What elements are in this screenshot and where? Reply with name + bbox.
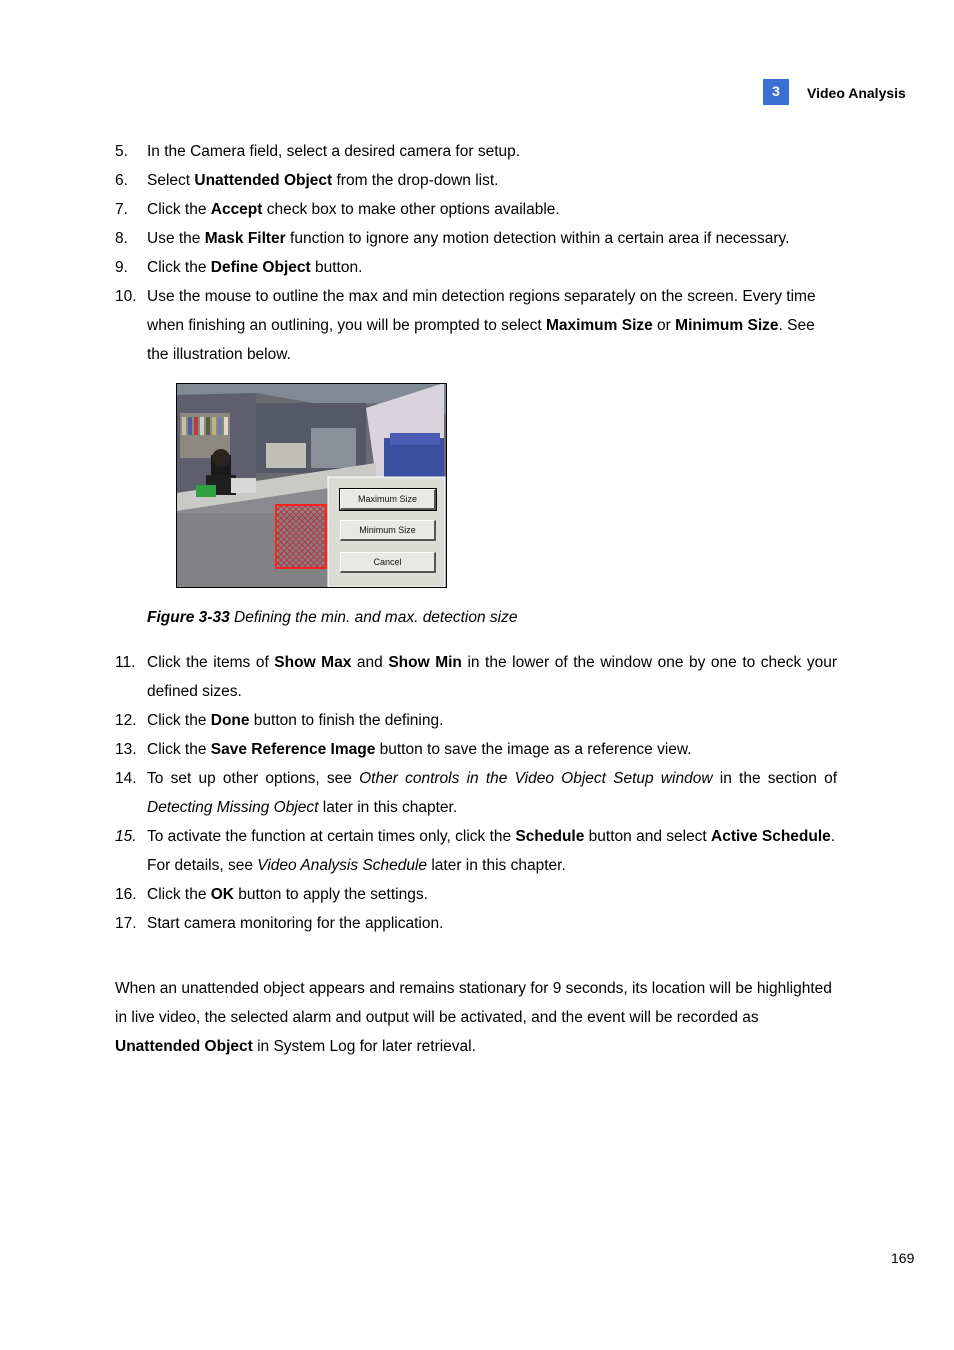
step-text [147, 166, 837, 195]
bold-term: Maximum Size [545, 317, 653, 334]
step-11 [115, 648, 837, 706]
step-5 [115, 137, 837, 166]
text-run: in the section of [712, 770, 838, 787]
text-run: . For details, see [147, 828, 836, 874]
step-number: 17. [115, 915, 137, 932]
step-10 [115, 282, 837, 628]
bold-term: Done [210, 712, 250, 729]
step-number: 15. [115, 828, 137, 845]
bold-term: Unattended Object [115, 1037, 253, 1055]
text-run: Click the [147, 712, 211, 729]
text-run: To set up other options, see [147, 770, 360, 787]
figure-label: Figure 3-33 [147, 609, 230, 626]
bold-term: Minimum Size [675, 317, 779, 334]
bold-term: Accept [210, 201, 263, 218]
text-run: Use the mouse to outline the max and min detection regions separately on the screen. Every time when finishing an outlining, you will be prompted to select [147, 288, 816, 334]
italic-reference: Other controls in the Video Object Setup window [359, 770, 713, 787]
text-run: function to ignore any motion detection within a certain area if necessary. [285, 230, 790, 247]
text-run: In the Camera field, select a desired camera for setup. [147, 143, 521, 160]
step-text [147, 764, 837, 822]
step-text [147, 648, 837, 706]
text-run: later in this chapter. [427, 857, 566, 874]
step-9 [115, 253, 837, 282]
figure-caption-text: Defining the min. and max. detection size [229, 609, 518, 626]
step-text [147, 195, 837, 224]
step-number: 11. [115, 654, 136, 671]
text-run: check box to make other options available. [262, 201, 560, 218]
step-number: 16. [115, 886, 137, 903]
step-15 [115, 822, 837, 880]
text-run: later in this chapter. [318, 799, 458, 816]
text-run: button and select [584, 828, 712, 845]
page-number: 169 [891, 1250, 915, 1266]
figure-caption [147, 608, 837, 628]
text-run: Use the [147, 230, 205, 247]
closing-paragraph [115, 974, 837, 1061]
text-run: Click the [147, 201, 211, 218]
step-text [147, 822, 837, 880]
step-text [147, 880, 837, 909]
bold-term: Show Min [388, 654, 462, 671]
step-12 [115, 706, 837, 735]
bold-term: Active Schedule [711, 828, 831, 845]
step-number: 7. [115, 201, 128, 218]
text-run: or [652, 317, 676, 334]
text-run: from the drop-down list. [332, 172, 499, 189]
text-run: button to finish the defining. [249, 712, 444, 729]
bold-term: Show Max [274, 654, 352, 671]
text-run: button to apply the settings. [234, 886, 428, 903]
text-run: Start camera monitoring for the application. [147, 915, 444, 932]
step-number: 6. [115, 172, 128, 189]
step-number: 13. [115, 741, 137, 758]
step-text [147, 909, 837, 938]
step-text [147, 706, 837, 735]
step-number: 8. [115, 230, 128, 247]
bold-term: Mask Filter [204, 230, 286, 247]
text-run: in the lower of the window one by one to check your defined sizes. [147, 654, 837, 700]
italic-reference: Detecting Missing Object [147, 799, 319, 816]
cancel-button[interactable]: Cancel [340, 552, 436, 573]
minimum-size-button[interactable]: Minimum Size [340, 520, 436, 541]
text-run: Click the [147, 886, 211, 903]
max-region-outline [276, 505, 326, 568]
step-14 [115, 764, 837, 822]
text-run: in System Log for later retrieval. [252, 1037, 476, 1055]
step-text [147, 282, 837, 369]
step-number: 12. [115, 712, 137, 729]
step-number: 10. [115, 288, 137, 305]
step-text [147, 253, 837, 282]
text-run: Click the [147, 259, 211, 276]
step-17 [115, 909, 837, 938]
bold-term: Schedule [515, 828, 585, 845]
text-run: Click the items of [147, 654, 275, 671]
step-16 [115, 880, 837, 909]
step-8 [115, 224, 837, 253]
text-run: button. [310, 259, 363, 276]
step-number: 9. [115, 259, 128, 276]
instruction-steps [115, 137, 837, 938]
bold-term: Unattended Object [194, 172, 333, 189]
text-run: When an unattended object appears and remains stationary for 9 seconds, its location will be highlighted in live video, the selected alarm and output will be activated, and the event will be recorded as [115, 979, 832, 1026]
maximum-size-button[interactable]: Maximum Size [340, 489, 436, 510]
chapter-number-badge: 3 [763, 79, 789, 105]
italic-reference: Video Analysis Schedule [257, 857, 428, 874]
text-run: button to save the image as a reference view. [375, 741, 692, 758]
step-number: 14. [115, 770, 137, 787]
text-run: . See the illustration below. [147, 317, 815, 363]
step-text [147, 735, 837, 764]
text-run: To activate the function at certain times only, click the [147, 828, 516, 845]
figure-camera-view [176, 383, 447, 588]
chapter-title: Video Analysis [807, 85, 906, 101]
step-7 [115, 195, 837, 224]
step-text [147, 224, 837, 253]
step-13 [115, 735, 837, 764]
text-run: Click the [147, 741, 211, 758]
step-number: 5. [115, 143, 128, 160]
step-text [147, 137, 837, 166]
text-run: and [351, 654, 389, 671]
bold-term: Save Reference Image [210, 741, 376, 758]
bold-term: Define Object [210, 259, 311, 276]
step-6 [115, 166, 837, 195]
bold-term: OK [210, 886, 234, 903]
text-run: Select [147, 172, 195, 189]
